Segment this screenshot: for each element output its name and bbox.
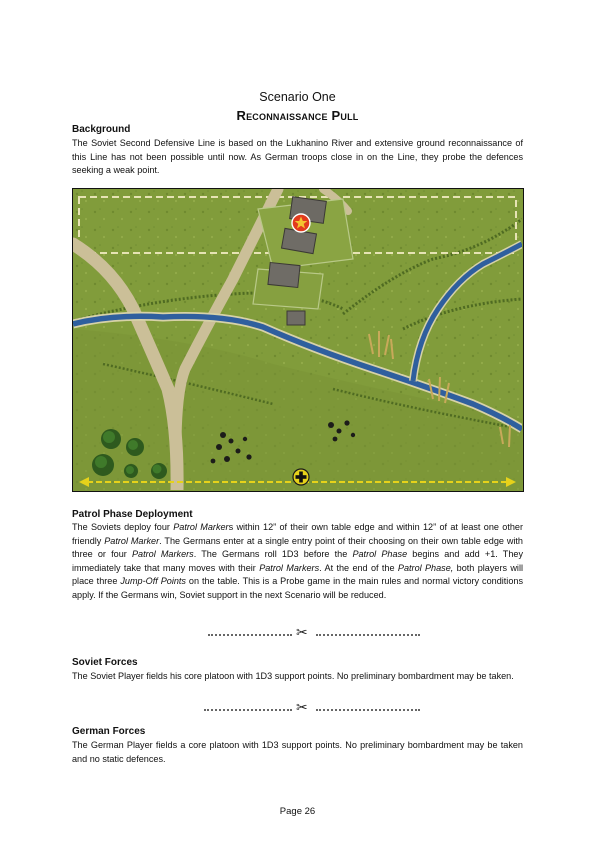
- red-star-icon: [292, 214, 310, 232]
- soviet-forces-text: The Soviet Player fields his core platoon with 1D3 support points. No preliminary bombardment may be taken.: [72, 671, 514, 681]
- text-run: . At the end of the: [319, 562, 398, 573]
- german-forces-heading: German Forces: [72, 726, 146, 737]
- scenario-map: [72, 188, 524, 492]
- text-run: begins and add +1. They immediately take that many moves with their: [72, 549, 523, 573]
- text-run: on the table. This is a Probe game in the main rules and normal victory conditions apply. If the Germans win, Soviet support in the next Scenario will be reduced.: [72, 576, 523, 600]
- scenario-number: Scenario One: [259, 90, 336, 104]
- iron-cross-icon: [293, 469, 309, 485]
- village-house: [268, 262, 300, 287]
- scissors-icon: ✂: [296, 700, 308, 716]
- scissors-icon: ✂: [296, 625, 308, 641]
- patrol-text: [72, 521, 523, 603]
- section-divider: [200, 625, 420, 642]
- term-italic: Patrol Phase: [352, 549, 408, 560]
- background-heading: Background: [72, 124, 131, 135]
- term-italic: Patrol Markers: [259, 562, 320, 573]
- text-run: . The Germans roll 1D3 before the: [193, 549, 353, 560]
- background-text: The Soviet Second Defensive Line is based on the Lukhanino River and extensive ground reconnaissance of this Line has not been possible until now. As German troops close in on the Line, they probe the defences seeking a weak point.: [72, 138, 523, 176]
- term-italic: Patrol Marker: [173, 522, 229, 532]
- text-run: both players will place three: [72, 562, 523, 587]
- text-run: The Soviets deploy four: [72, 522, 174, 532]
- german-forces-text: The German Player fields a core platoon with 1D3 support points. No preliminary bombardment may be taken and no static defences.: [72, 740, 523, 764]
- section-divider: [200, 700, 420, 717]
- soviet-forces-heading: Soviet Forces: [72, 657, 138, 668]
- village-house: [287, 311, 305, 325]
- scenario-title: Reconnaissance Pull: [236, 108, 359, 123]
- text-run: s within 12” of their own table edge and within 12” of at least one other friendly: [72, 522, 523, 546]
- map-graphic: [73, 189, 522, 490]
- term-italic: Patrol Phase,: [397, 562, 454, 573]
- term-italic: Patrol Marker: [104, 535, 160, 546]
- term-italic: Patrol Markers: [131, 549, 194, 560]
- patrol-heading: Patrol Phase Deployment: [72, 509, 193, 520]
- page-number: Page 26: [279, 806, 316, 817]
- term-italic: Jump-Off Points: [120, 576, 186, 587]
- text-run: . The Germans enter at a single entry point of their choosing on their own table edge with three or four: [72, 535, 523, 560]
